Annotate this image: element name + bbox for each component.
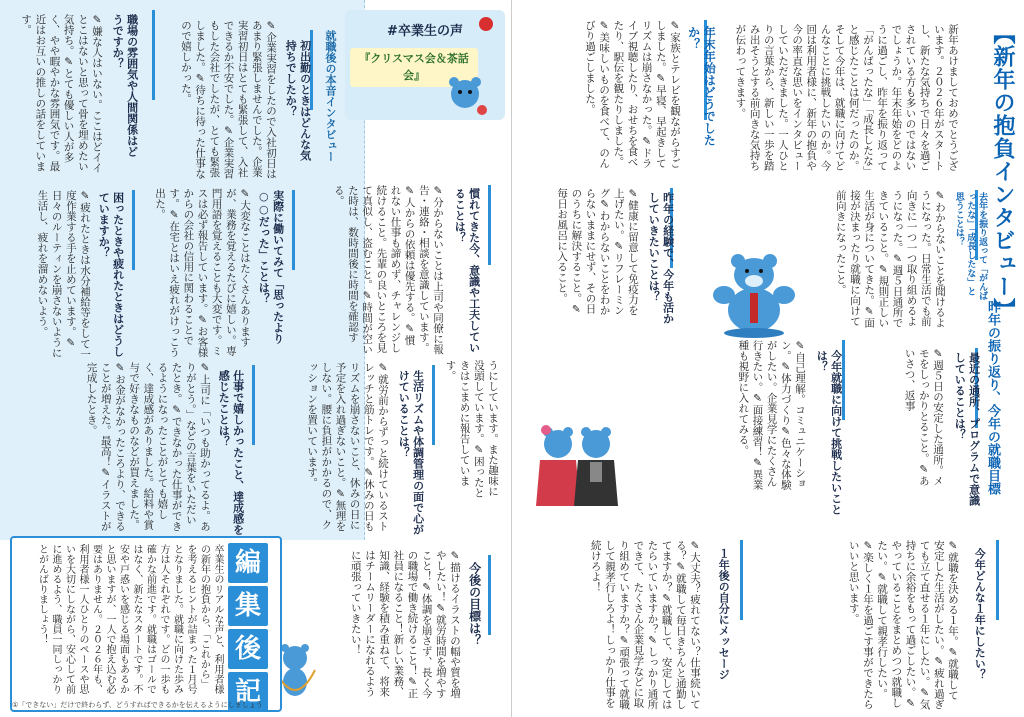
a-surprise: ✎大変なことはたくさんありますが、業務を覚えるたびに嬉しい。専門用語を覚えることも大変です。ミスは必ず報告しています。✎お客様からの会社の信用に関わることです。✎在宅とはいえ疲れがけっこう出た。 (153, 188, 251, 358)
a-trouble: ✎疲れたときは水分補給等をして一度作業する手を止めています。✎日々のルーティンを崩さないように生活し、疲れを溜めないよう。 (36, 190, 91, 360)
editor-title-char: 後 (228, 629, 268, 669)
editor-title (228, 543, 274, 707)
q-goals: 今後の目標は？ (467, 562, 482, 646)
editor-note-text: 卒業生のリアルな声と、利用者様の新年の抱負から、「これから」を考えるヒントが詰まった１月号となりました。就職に向けた歩み方は人それぞれです。どの一歩も確かな前進です。就職はゴールではなく、新たなスタートです。不安や戸惑いを感じる場面もあるかと思いますが、一人で抱え込む必要はありません。２０２６年も、利用者様一人ひとりのペースや思いを大切にしながら、安心して前に進めるよう、職員一同しっかりとがんばりましょう！ (36, 544, 223, 694)
a-recent: ✎週５日の安定した通所。メモをしっかりとること。✎あいさつ、返事 (903, 348, 944, 486)
a-first-day: ✎企業実習をしたので入社初日はあまり緊張しませんでした。企業実習初日はとても緊張して、入社できるか不安でした。✎企業実習もした会社でしたが、とても緊張しました。✎待ちに待った仕事なので嬉しかった。 (179, 20, 277, 179)
a-lessons: ✎健康に留意して免疫力を上げたい。✎リフレーミング✎わからないことをわからないままにせず、その日のうちに解決すること。✎毎日お風呂に入ること。 (556, 188, 639, 316)
a-challenge: ✎自己理解。コミュニケーション。✎体力づくり✎色々な体験がしたい。企業見学にたくさん行きたい。✎面接練習！✎異業種も視野に入れてみる。 (737, 340, 806, 490)
graduate-title: #卒業生の声 (387, 24, 463, 39)
ornament-icon (476, 14, 496, 34)
intro-text: 新年あけましておめでとうございます。２０２６年がスタートし、新たな気持ちで日々を過ごされている方も多いのではないでしょうか。年末年始をどのように過ごし、昨年を振り返って「がんばったな」「成長したな」と感じたことは何だったのか。そして今年は、就職に向けてどんなことに挑戦したいのか。今回は利用者様に、新年の抱負や今の率直な思いをインタビューしていただきました。一人ひとりの言葉から、新しい一歩を踏み出そうとする前向きな気持ちが伝わってきます。 (734, 24, 959, 171)
q-message: １年後の自分にメッセージ (717, 548, 731, 680)
a-new-year: ✎家族とテレビを観ながらすごしました。✎早寝、早起きしてリズムは崩さなかった。✎ドライブ視聴したり、おせちを食べたり、駅伝を観たりしました。✎美味しいものを食べて、のんびり過ごしました。 (583, 20, 681, 169)
editor-title-char: 編 (228, 543, 268, 583)
page-title: 【新年の抱負インタビュー】 (990, 22, 1015, 321)
a-goals: ✎描けるイラストの幅や質を増やしたい！✎就労時間を増やすこと！✎体調を崩さず、長く今の職場で働き続けること！✎正社員になること！新しい業務、知識、経験を積み重ねて、将来はチームリーダーになれるように頑張っていきたい！ (349, 550, 461, 699)
a-message: ✎大丈夫？疲れてない？仕事続いてる？✎就職して毎日きちんと通勤してますか？✎就職して、安定してはたらいていますか？✎しっかり通所できて、たくさん企業見学などに取り組めていますか？✎頑張って就職して親孝行しろよ！しっかり仕事を続けろよ！ (589, 540, 701, 710)
q-health: 生活リズムや体調管理の面で心がけていることは？ (397, 370, 425, 535)
a-habits-extra: うにしています。また趣味に没頭しています。✎困ったときはこまめに報告しています。 (444, 360, 499, 498)
section-label: 就職後の本音インタビュー (324, 30, 337, 162)
page-subtitle: 昨年の振り返り、今年の就職目標 (985, 300, 1000, 495)
a-last-year: ✎わからないことを聞けるようになった。日常生活でも前向きに一つ一つ取り組めるようになった。✎週５日通所できていること。✎規則正しい生活が身についてきた。✎面接が決まったり就職に向けて前向きになったこと。 (834, 190, 946, 328)
q-surprise: 実際に働いてみて「思ったより○○だった」ことは？ (257, 190, 285, 344)
a-habits: ✎分からないことは上司や同僚に報告・連絡・相談を意識しています。✎人からの依頼は優先する。✎慣れない仕事も諦めず、チャレンジし続けること。先輩の良いところを見て真似し、盗むこと。✎時間が空いた時は、数時間後に時間を確認する。 (332, 185, 444, 355)
q-habits: 慣れてきた今、意識や工夫していることは？ (453, 188, 481, 353)
bear-mascot-small-icon (440, 70, 490, 120)
right-page (512, 0, 1024, 717)
a-joy: ✎上司に「いつも助かってるよ。ありがとう。」などの言葉をいただいたとき。✎できなかった仕事ができるようになったことがとても嬉しく、達成感がありました。給料や賞与で好きなものなどが買えました。✎お金がなかったころより、できることが増えた。最高！✎イラストが完成したとき。 (85, 362, 211, 532)
q-challenge: 今年就職に向けて挑戦したいことは？ (815, 350, 843, 515)
a-atmosphere: ✎嫌な人はいない。ここはどイイとこはないと思って骨を埋めたい気持ち。✎とても優しい人が多く、やや暇やかな雰囲気です。最近はお互いの推しの話をしています。 (20, 14, 103, 173)
editor-title-char: 記 (228, 672, 268, 712)
editor-title-char: 集 (228, 586, 268, 626)
a-health: ✎就労前からずっと続けているストレッチと筋トレです。✎休みの日もリズムを崩さないこと、休みの日に予定を入れ過ぎないこと。✎無理をしない。腰に負担がかかるので、クッションを置いています。 (306, 362, 389, 532)
footnote: ①「できない」だけで終わらず、どうすればできるかを伝えるようにしましょう (12, 701, 263, 709)
q-atmosphere: 職場の雰囲気や人間関係はどうですか？ (111, 14, 139, 157)
q-new-year: 年末年始はどうでしたか？ (686, 26, 717, 146)
q-this-year: 今年どんな１年にしたい？ (973, 548, 987, 680)
q-last-year: 去年を振り返って「がんばったな」「成長したな」と思うことは？ (953, 192, 988, 300)
q-recent: 最近の通所、プログラムで意識していることは？ (953, 352, 981, 506)
bear-couple-kimono-icon (532, 420, 622, 510)
q-trouble: 困ったときや疲れたときはどうしていますか？ (97, 192, 125, 357)
q-first-day: 初出勤のときはどんな気持ちでしたか？ (284, 40, 312, 161)
q-lessons: 昨年の経験で、今年も活かしていきたいことは？ (647, 192, 675, 324)
bear-mascot-strong-icon (712, 245, 796, 340)
a-this-year: ✎就職を決める１年。✎就職して安定した生活がしたい。✎疲れ過ぎても立て直せる１年にしたい。✎気持ちに余裕をもって過ごしたい。✎やっていることをまとめつつ就職したい。✎就職して親孝行したい。✎楽しく１年を過ごす事ができたらいいと思います。 (847, 540, 959, 710)
q-joy: 仕事で嬉しかったこと、達成感を感じたことは？ (217, 370, 245, 535)
event-label: 『クリスマス会＆茶話会』 (350, 48, 478, 87)
